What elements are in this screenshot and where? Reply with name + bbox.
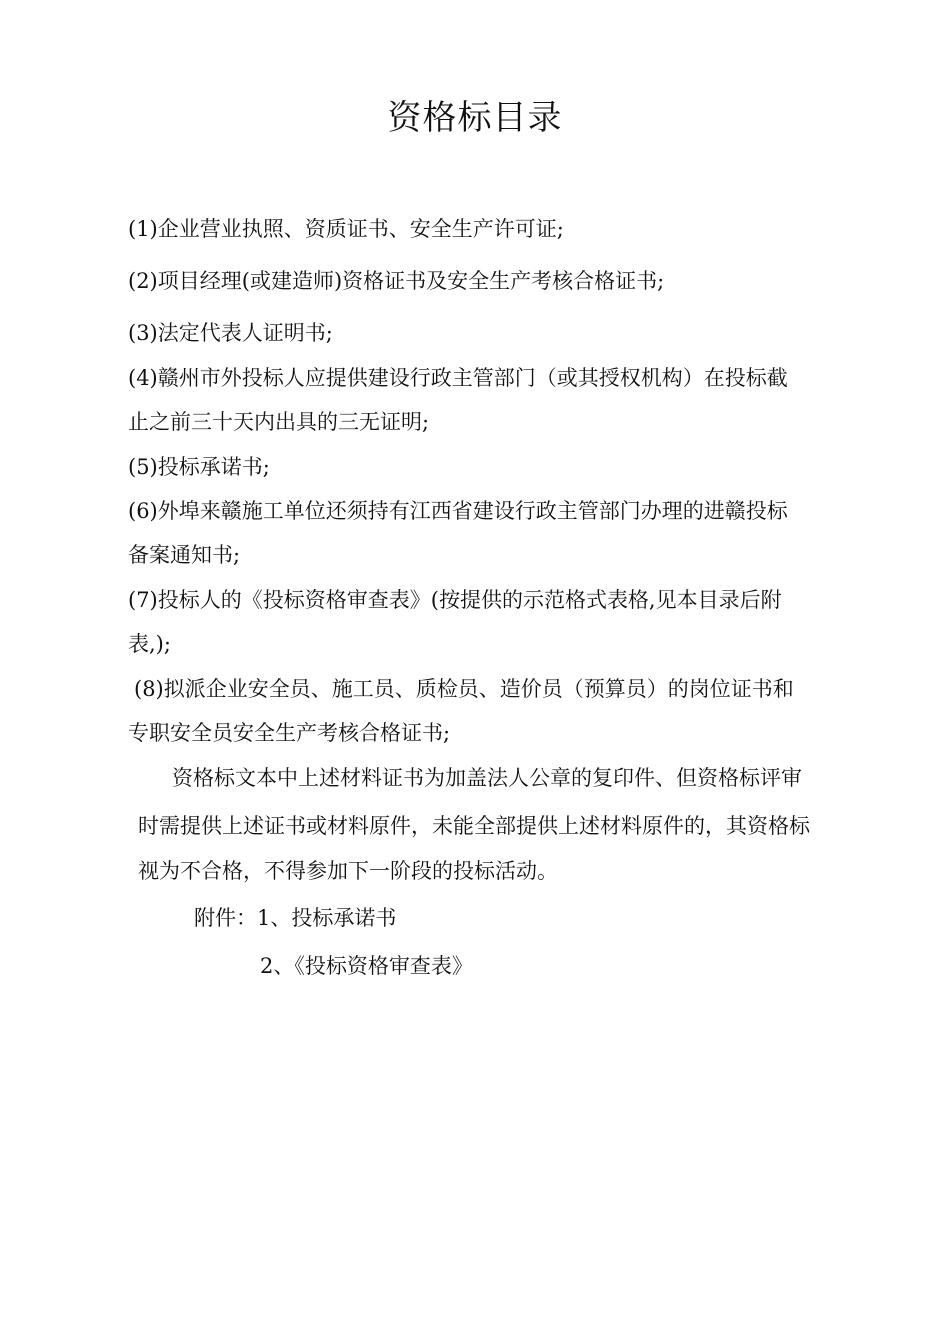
item-3-line-1: (3)法定代表人证明书; [128,321,333,345]
document-title: 资格标目录 [387,98,563,138]
item-4-line-2: 止之前三十天内出具的三无证明; [128,410,430,434]
item-6-line-1: (6)外埠来赣施工单位还须持有江西省建设行政主管部门办理的进赣投标 [128,499,788,523]
item-8-line-2: 专职安全员安全生产考核合格证书; [128,721,451,745]
note-line-1: 资格标文本中上述材料证书为加盖法人公章的复印件、但资格标评审 [172,766,802,790]
item-7-line-2: 表,); [128,632,171,656]
item-7-line-1: (7)投标人的《投标资格审查表》(按提供的示范格式表格,见本目录后附 [128,588,782,612]
item-8-line-1: (8)拟派企业安全员、施工员、质检员、造价员（预算员）的岗位证书和 [134,677,794,701]
item-2-line-1: (2)项目经理(或建造师)资格证书及安全生产考核合格证书; [128,269,665,293]
note-line-2: 时需提供上述证书或材料原件，未能全部提供上述材料原件的，其资格标 [138,814,810,838]
item-1-line-1: (1)企业营业执照、资质证书、安全生产许可证; [128,217,564,241]
item-5-line-1: (5)投标承诺书; [128,455,270,479]
note-line-3: 视为不合格，不得参加下一阶段的投标活动。 [138,859,558,883]
item-6-line-2: 备案通知书; [128,543,241,567]
attachment-line-1: 附件：1、投标承诺书 [194,906,397,930]
item-4-line-1: (4)赣州市外投标人应提供建设行政主管部门（或其授权机构）在投标截 [128,366,788,390]
attachment-line-2: 2、《投标资格审查表》 [260,954,473,978]
